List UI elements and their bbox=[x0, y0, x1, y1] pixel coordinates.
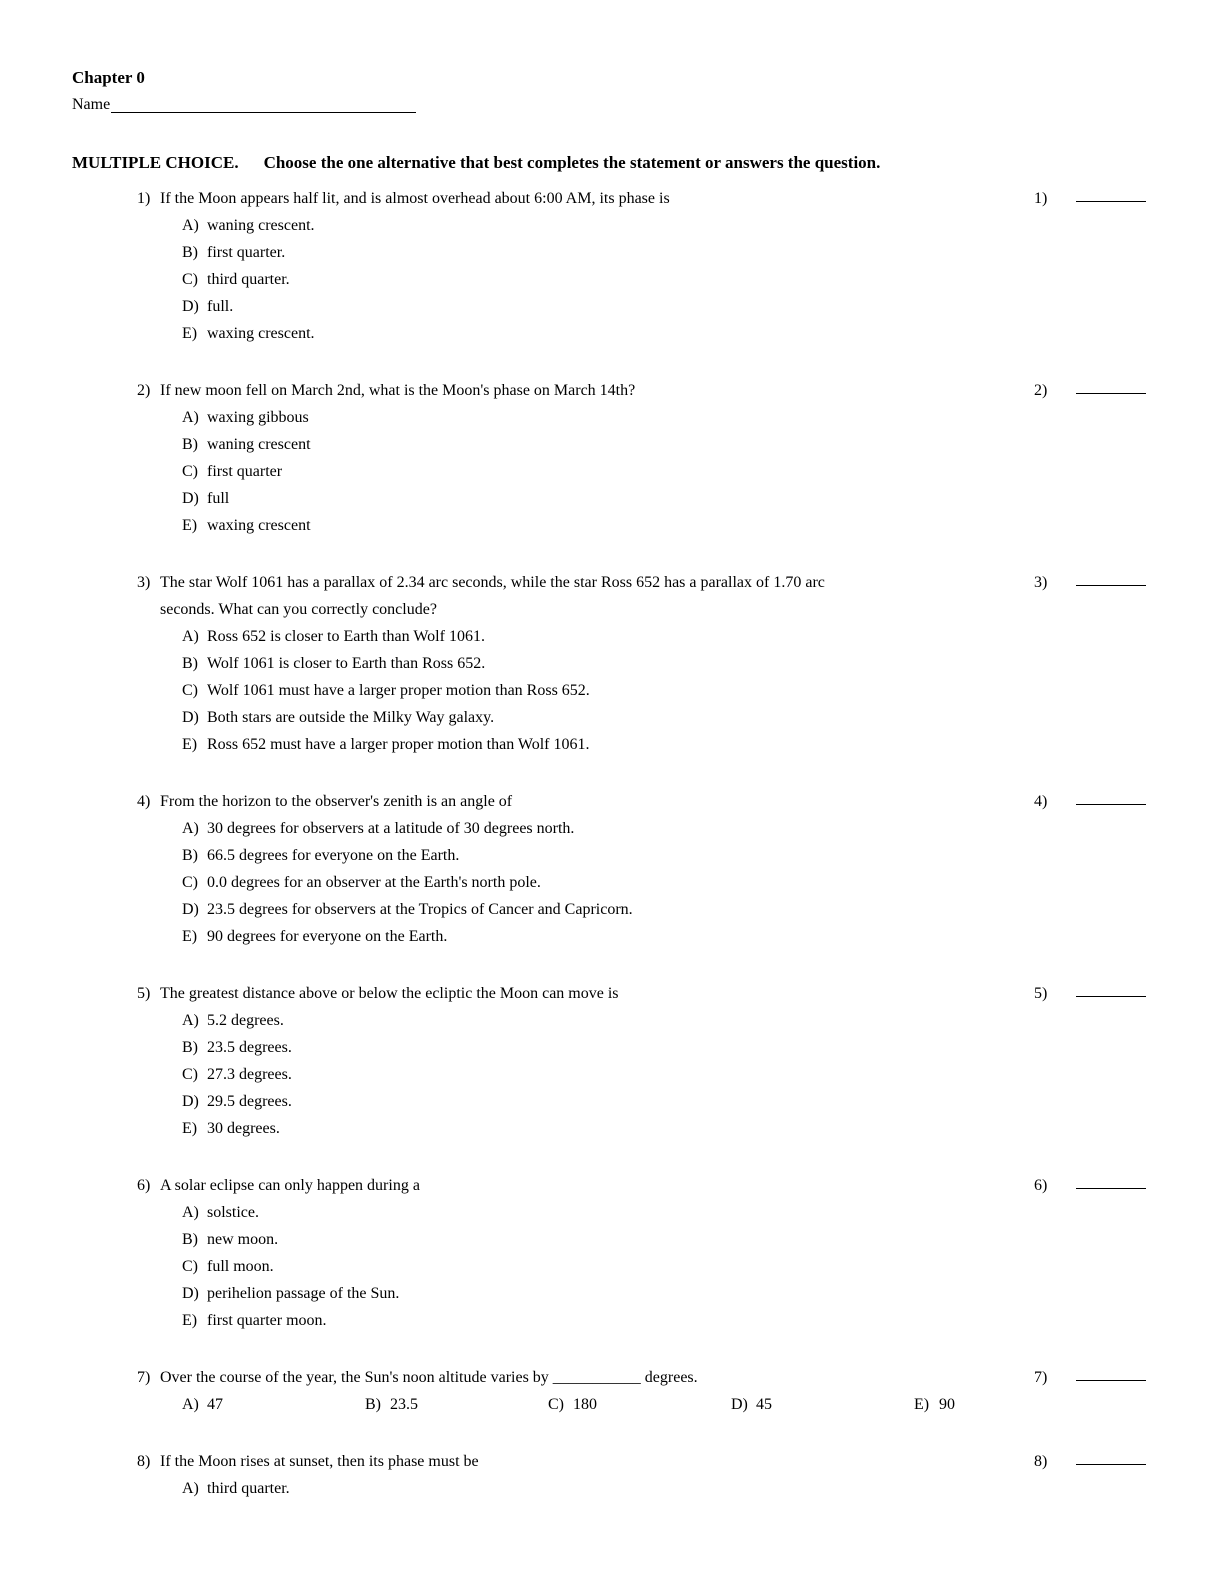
option-list bbox=[182, 1475, 1022, 1502]
option-letter: B) bbox=[182, 655, 198, 672]
question-stem: Over the course of the year, the Sun's noon altitude varies by ___________ degrees. bbox=[160, 1369, 698, 1386]
answer-number: 5) bbox=[1034, 985, 1048, 1002]
answer-number: 1) bbox=[1034, 190, 1048, 207]
answer-slot bbox=[1034, 1172, 1146, 1199]
option-text: 27.3 degrees. bbox=[207, 1066, 292, 1083]
question-stem-line bbox=[137, 569, 860, 623]
question-block bbox=[137, 1364, 1152, 1418]
option-letter: E) bbox=[914, 1396, 930, 1413]
option-letter: B) bbox=[182, 1231, 198, 1248]
option-list bbox=[182, 623, 1022, 758]
doc-header bbox=[72, 64, 1152, 118]
option-text: 5.2 degrees. bbox=[207, 1012, 284, 1029]
answer-option bbox=[182, 704, 1022, 731]
answer-number: 3) bbox=[1034, 574, 1048, 591]
answer-option bbox=[731, 1391, 914, 1418]
option-letter: D) bbox=[731, 1396, 748, 1413]
answer-option bbox=[182, 1115, 1022, 1142]
answer-slot bbox=[1034, 1448, 1146, 1475]
answer-option bbox=[182, 404, 1022, 431]
option-letter: A) bbox=[182, 1396, 199, 1413]
option-letter: C) bbox=[182, 874, 198, 891]
answer-option bbox=[182, 431, 1022, 458]
option-letter: B) bbox=[182, 436, 198, 453]
answer-option bbox=[182, 1061, 1022, 1088]
answer-option bbox=[182, 239, 1022, 266]
question-main bbox=[137, 1172, 1022, 1334]
option-letter: E) bbox=[182, 1312, 198, 1329]
answer-option bbox=[182, 815, 1022, 842]
answer-option bbox=[365, 1391, 548, 1418]
question-stem: If the Moon rises at sunset, then its phase must be bbox=[160, 1453, 479, 1470]
answer-blank[interactable] bbox=[1076, 1364, 1146, 1381]
question-block bbox=[137, 377, 1152, 539]
answer-option bbox=[182, 320, 1022, 347]
option-text: 30 degrees for observers at a latitude of 30 degrees north. bbox=[207, 820, 575, 837]
option-text: Ross 652 must have a larger proper motion than Wolf 1061. bbox=[207, 736, 590, 753]
option-letter: A) bbox=[182, 820, 199, 837]
question-number: 5) bbox=[137, 985, 151, 1002]
question-stem-line bbox=[137, 788, 860, 815]
question-stem: If the Moon appears half lit, and is almost overhead about 6:00 AM, its phase is bbox=[160, 190, 670, 207]
answer-number: 6) bbox=[1034, 1177, 1048, 1194]
question-row bbox=[137, 980, 1152, 1142]
option-text: waxing crescent bbox=[207, 517, 311, 534]
option-text: 23.5 degrees. bbox=[207, 1039, 292, 1056]
instruction-text: Choose the one alternative that best completes the statement or answers the question. bbox=[263, 153, 881, 172]
question-stem: From the horizon to the observer's zenith is an angle of bbox=[160, 793, 513, 810]
option-text: waning crescent bbox=[207, 436, 311, 453]
answer-option bbox=[182, 1391, 365, 1418]
question-stem-line bbox=[137, 377, 860, 404]
option-text: waning crescent. bbox=[207, 217, 315, 234]
answer-number: 2) bbox=[1034, 382, 1048, 399]
option-letter: C) bbox=[182, 1066, 198, 1083]
answer-option bbox=[182, 1199, 1022, 1226]
question-stem: The greatest distance above or below the ecliptic the Moon can move is bbox=[160, 985, 619, 1002]
question-block bbox=[137, 980, 1152, 1142]
answer-number: 4) bbox=[1034, 793, 1048, 810]
answer-option bbox=[182, 677, 1022, 704]
question-stem-line bbox=[137, 185, 860, 212]
option-text: 29.5 degrees. bbox=[207, 1093, 292, 1110]
question-row bbox=[137, 569, 1152, 758]
option-text: third quarter. bbox=[207, 271, 290, 288]
option-letter: A) bbox=[182, 217, 199, 234]
option-text: Ross 652 is closer to Earth than Wolf 1061. bbox=[207, 628, 485, 645]
question-stem: If new moon fell on March 2nd, what is the Moon's phase on March 14th? bbox=[160, 382, 636, 399]
option-list bbox=[182, 1391, 1022, 1418]
answer-slot bbox=[1034, 788, 1146, 815]
option-letter: A) bbox=[182, 628, 199, 645]
option-letter: A) bbox=[182, 1204, 199, 1221]
option-text: perihelion passage of the Sun. bbox=[207, 1285, 400, 1302]
question-block bbox=[137, 788, 1152, 950]
answer-option bbox=[182, 731, 1022, 758]
question-block bbox=[137, 1172, 1152, 1334]
option-text: 23.5 bbox=[390, 1396, 418, 1413]
option-text: 180 bbox=[573, 1396, 597, 1413]
question-number: 2) bbox=[137, 382, 151, 399]
answer-option bbox=[182, 1088, 1022, 1115]
question-stem-line bbox=[137, 1364, 860, 1391]
option-letter: C) bbox=[182, 682, 198, 699]
option-text: solstice. bbox=[207, 1204, 259, 1221]
answer-option bbox=[182, 1280, 1022, 1307]
option-text: first quarter bbox=[207, 463, 283, 480]
option-text: full. bbox=[207, 298, 234, 315]
option-letter: D) bbox=[182, 1093, 199, 1110]
answer-option bbox=[182, 266, 1022, 293]
question-list bbox=[72, 185, 1152, 1502]
question-row bbox=[137, 1448, 1152, 1502]
option-letter: B) bbox=[365, 1396, 381, 1413]
question-main bbox=[137, 980, 1022, 1142]
option-letter: B) bbox=[182, 244, 198, 261]
answer-blank[interactable] bbox=[1076, 788, 1146, 805]
option-text: Both stars are outside the Milky Way galaxy. bbox=[207, 709, 495, 726]
answer-option bbox=[182, 1007, 1022, 1034]
question-row bbox=[137, 1172, 1152, 1334]
option-text: 30 degrees. bbox=[207, 1120, 280, 1137]
name-label: Name bbox=[72, 96, 111, 113]
answer-option bbox=[182, 623, 1022, 650]
option-list bbox=[182, 404, 1022, 539]
section-heading: MULTIPLE CHOICE. bbox=[72, 153, 239, 172]
answer-blank[interactable] bbox=[1076, 569, 1146, 586]
option-letter: D) bbox=[182, 490, 199, 507]
option-text: first quarter moon. bbox=[207, 1312, 327, 1329]
chapter-title: Chapter 0 bbox=[72, 68, 145, 87]
option-list bbox=[182, 815, 1022, 950]
option-letter: D) bbox=[182, 1285, 199, 1302]
option-list bbox=[182, 1007, 1022, 1142]
question-block bbox=[137, 1448, 1152, 1502]
option-text: 45 bbox=[756, 1396, 772, 1413]
question-row bbox=[137, 788, 1152, 950]
option-letter: A) bbox=[182, 409, 199, 426]
option-text: Wolf 1061 is closer to Earth than Ross 652. bbox=[207, 655, 486, 672]
question-main bbox=[137, 569, 1022, 758]
answer-slot bbox=[1034, 377, 1146, 404]
option-text: waxing gibbous bbox=[207, 409, 309, 426]
question-block bbox=[137, 569, 1152, 758]
option-letter: C) bbox=[182, 463, 198, 480]
answer-option bbox=[182, 1226, 1022, 1253]
answer-blank[interactable] bbox=[1076, 1172, 1146, 1189]
question-stem-line bbox=[137, 980, 860, 1007]
answer-blank[interactable] bbox=[1076, 377, 1146, 394]
answer-blank[interactable] bbox=[1076, 1448, 1146, 1465]
option-letter: D) bbox=[182, 709, 199, 726]
option-text: 23.5 degrees for observers at the Tropics of Cancer and Capricorn. bbox=[207, 901, 633, 918]
option-list bbox=[182, 212, 1022, 347]
answer-slot bbox=[1034, 185, 1146, 212]
answer-option bbox=[182, 869, 1022, 896]
option-letter: C) bbox=[182, 1258, 198, 1275]
option-text: 47 bbox=[207, 1396, 223, 1413]
answer-option bbox=[182, 842, 1022, 869]
answer-slot bbox=[1034, 569, 1146, 596]
option-text: 90 degrees for everyone on the Earth. bbox=[207, 928, 448, 945]
answer-number: 8) bbox=[1034, 1453, 1048, 1470]
answer-option bbox=[182, 293, 1022, 320]
option-letter: E) bbox=[182, 325, 198, 342]
question-block bbox=[137, 185, 1152, 347]
section-instruction bbox=[72, 149, 1152, 176]
answer-option bbox=[182, 1253, 1022, 1280]
option-letter: D) bbox=[182, 298, 199, 315]
question-number: 4) bbox=[137, 793, 151, 810]
answer-option bbox=[182, 212, 1022, 239]
question-number: 8) bbox=[137, 1453, 151, 1470]
answer-blank[interactable] bbox=[1076, 980, 1146, 997]
option-letter: A) bbox=[182, 1012, 199, 1029]
answer-number: 7) bbox=[1034, 1369, 1048, 1386]
question-main bbox=[137, 788, 1022, 950]
question-number: 7) bbox=[137, 1369, 151, 1386]
option-text: third quarter. bbox=[207, 1480, 290, 1497]
question-row bbox=[137, 185, 1152, 347]
question-row bbox=[137, 1364, 1152, 1418]
question-main bbox=[137, 1448, 1022, 1502]
option-text: 0.0 degrees for an observer at the Earth's north pole. bbox=[207, 874, 541, 891]
option-text: new moon. bbox=[207, 1231, 279, 1248]
option-letter: D) bbox=[182, 901, 199, 918]
answer-option bbox=[914, 1391, 955, 1418]
name-row bbox=[72, 91, 1152, 118]
answer-option bbox=[182, 896, 1022, 923]
question-stem: The star Wolf 1061 has a parallax of 2.34 arc seconds, while the star Ross 652 has a parallax of 1.70 arc seconds. What can you correctly conclude? bbox=[160, 574, 825, 618]
option-letter: E) bbox=[182, 1120, 198, 1137]
option-list bbox=[182, 1199, 1022, 1334]
option-letter: E) bbox=[182, 517, 198, 534]
option-text: first quarter. bbox=[207, 244, 286, 261]
answer-option bbox=[182, 1475, 1022, 1502]
question-row bbox=[137, 377, 1152, 539]
answer-option bbox=[182, 512, 1022, 539]
option-text: 90 bbox=[939, 1396, 955, 1413]
answer-slot bbox=[1034, 980, 1146, 1007]
option-letter: E) bbox=[182, 928, 198, 945]
answer-option bbox=[548, 1391, 731, 1418]
question-stem-line bbox=[137, 1448, 860, 1475]
answer-option bbox=[182, 458, 1022, 485]
answer-option bbox=[182, 1307, 1022, 1334]
answer-option bbox=[182, 923, 1022, 950]
option-letter: E) bbox=[182, 736, 198, 753]
question-main bbox=[137, 185, 1022, 347]
question-stem: A solar eclipse can only happen during a bbox=[160, 1177, 420, 1194]
question-number: 6) bbox=[137, 1177, 151, 1194]
question-main bbox=[137, 377, 1022, 539]
answer-blank[interactable] bbox=[1076, 185, 1146, 202]
option-letter: A) bbox=[182, 1480, 199, 1497]
answer-option bbox=[182, 1034, 1022, 1061]
option-text: full moon. bbox=[207, 1258, 274, 1275]
option-letter: B) bbox=[182, 847, 198, 864]
answer-option bbox=[182, 485, 1022, 512]
question-stem-line bbox=[137, 1172, 860, 1199]
option-letter: B) bbox=[182, 1039, 198, 1056]
question-number: 3) bbox=[137, 574, 151, 591]
question-main bbox=[137, 1364, 1022, 1418]
question-number: 1) bbox=[137, 190, 151, 207]
option-text: waxing crescent. bbox=[207, 325, 315, 342]
option-text: full bbox=[207, 490, 230, 507]
answer-slot bbox=[1034, 1364, 1146, 1391]
answer-option bbox=[182, 650, 1022, 677]
option-text: 66.5 degrees for everyone on the Earth. bbox=[207, 847, 460, 864]
option-letter: C) bbox=[182, 271, 198, 288]
option-text: Wolf 1061 must have a larger proper motion than Ross 652. bbox=[207, 682, 590, 699]
name-blank-line[interactable] bbox=[111, 96, 416, 113]
option-letter: C) bbox=[548, 1396, 564, 1413]
